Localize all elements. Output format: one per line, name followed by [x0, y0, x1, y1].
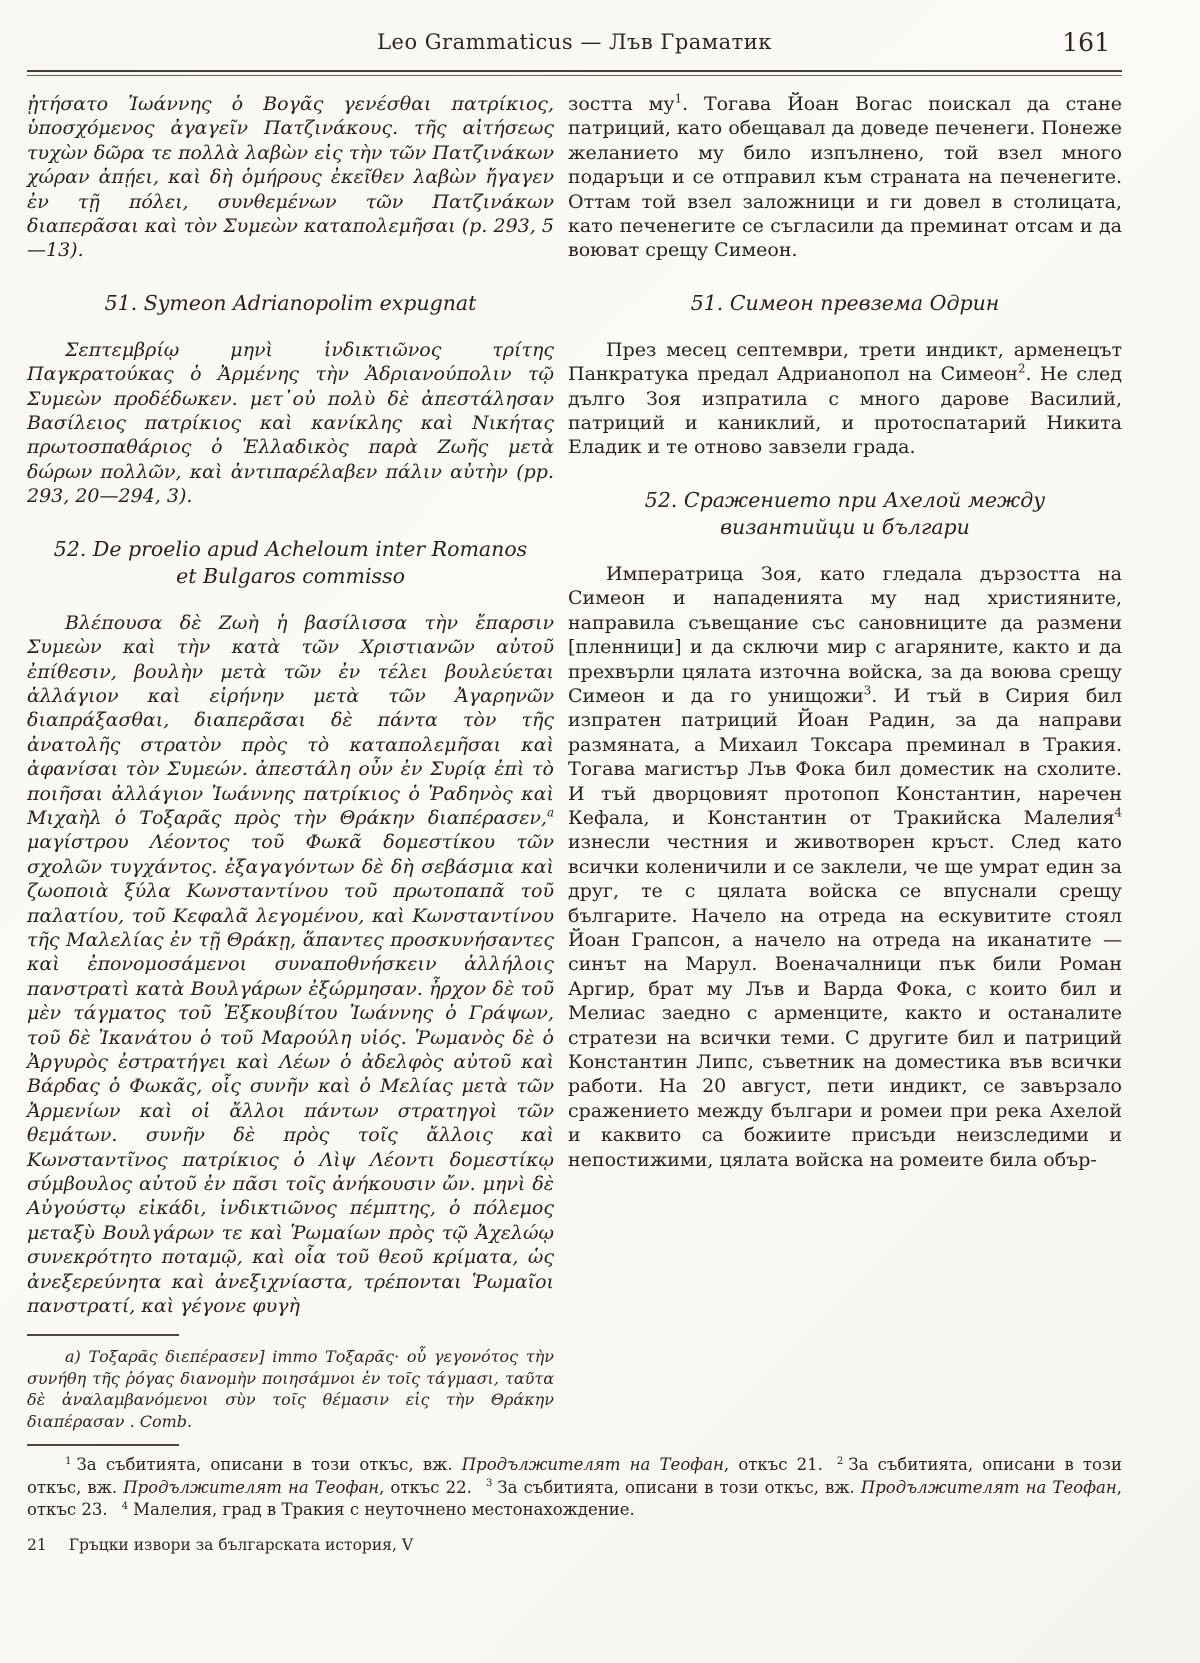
footnote-3-text: , откъс 23.	[27, 1477, 1122, 1520]
greek-text-segment: μαγίστρου Λέοντος τοῦ Φωκᾶ δομεστίκου τῶν σχολῶν τυγχάντος. ἐξαγαγόντων δὲ δὴ σεβάσμια καὶ ζωοποιὰ ξύλα Κωνσταντίνου τοῦ πρωτοπαπᾶ τοῦ παλατίου, τοῦ Κεφαλᾶ λεγομένου, καὶ Κωνσταντίνου τῆς Μαλελίας ἐν τῇ Θράκῃ, ἅπαντες προσκυνήσαντες καὶ ἐπονομοσάμενοι συναποθνήσκειν ἀλλήλοις πανστρατὶ κατὰ Βουλγάρων ἐξώρμησαν. ἦρχον δὲ τοῦ μὲν τάγματος τοῦ Ἐξκουβίτου Ἰωάννης ὁ Γράψων, τοῦ δὲ Ἰκανάτου ὁ τοῦ Μαρούλη υἱός. Ῥωμανὸς δὲ ὁ Ἀργυρὸς ἐστρατήγει καὶ Λέων ὁ ἀδελφὸς αὐτοῦ καὶ Βάρδας ὁ Φωκᾶς, οἷς συνῆν καὶ ὁ Μελίας μετὰ τῶν Ἀρμενίων καὶ οἱ ἄλλοι πάντων στρατηγοὶ τῶν θεμάτων. συνῆν δὲ πρὸς τοῖς ἄλλοις καὶ Κωνσταντῖνος πατρίκιος ὁ Λὶψ Λέοντι δομεστίκῳ σύμβουλος αὐτοῦ ἐν πᾶσι τοῖς ἀνήκουσιν ὤν. μηνὶ δὲ Αὐγούστῳ εἰκάδι, ἰνδικτιῶνος πέμπτης, ὁ πόλεμος μεταξὺ Βουλγάρων τε καὶ Ῥωμαίων πρὸς τῷ Ἀχελώῳ συνεκρότητο ποταμῷ, καὶ οἷα τοῦ θεοῦ κρίματα, ὡς ἀνεξερεύνητα καὶ ἀνεξιχνίαστα, τρέπονται Ῥωμαῖοι πανστρατί, καὶ γέγονε φυγὴ	[27, 831, 554, 1318]
two-column-body	[27, 92, 1122, 1432]
footnote-ref-2: 2	[1017, 361, 1026, 376]
bulgarian-column	[568, 92, 1122, 1432]
section-51-heading-latin: 51. Symeon Adrianopolim expugnat	[104, 290, 477, 315]
greek-paragraph-52	[27, 611, 554, 1319]
header-rule-thick	[27, 70, 1122, 72]
section-52-heading-latin	[27, 536, 554, 590]
footnote-3-text: За събитията, описани в този откъс, вж.	[497, 1477, 861, 1497]
text-segment: . И тъй в Сирия бил изпратен патриций Йоан Радин, за да направи размяната, а Михаил Токсара преминал в Тракия. Тогава магистър Лъв Фока бил доместик на схолите. И тъй дворцовият протопоп Константин, наречен Кефала, и Константин от Тракийска Малелия	[568, 684, 1123, 829]
footnote-4-text: Малелия, град в Тракия с неуточнено местонахождение.	[133, 1500, 635, 1520]
footnotes-block	[27, 1454, 1122, 1522]
greek-text-segment: Βλέπουσα δὲ Ζωὴ ἡ βασίλισσα τὴν ἔπαρσιν Συμεὼν καὶ τὴν κατὰ τῶν Χριστιανῶν αὐτοῦ ἐπίθεσιν, βουλὴν μετὰ τῶν ἐν τέλει βουλεύεται ἀλλάγιον καὶ εἰρήνην μετὰ τῶν Ἀγαρηνῶν διαπράξασθαι, διαπερᾶσαι δὲ πάντα τὸν τῆς ἀνατολῆς στρατὸν πρὸς τὸ καταπολεμῆσαι καὶ ἀφανίσαι τὸν Συμεών. ἀπεστάλη οὖν ἐν Συρίᾳ ἐπὶ τὸ ποιῆσαι ἀλλάγιον Ἰωάννης πατρίκιος ὁ Ῥαδηνὸς καὶ Μιχαὴλ ὁ Τοξαρᾶς πρὸς τὴν Θράκην διαπέρασεν,	[27, 611, 554, 829]
greek-paragraph-51: Σεπτεμβρίῳ μηνὶ ἰνδικτιῶνος τρίτης Παγκρατούκας ὁ Ἀρμένης τὴν Ἀδριανούπολιν τῷ Συμεὼν προδέδωκεν. μετ᾽οὐ πολὺ δὲ ἀπεστάλησαν Βασίλειος πατρίκιος καὶ κανίκλης καὶ Νικήτας πρωτοσπαθάριος ὁ Ἑλλαδικὸς παρὰ Ζωῆς μετὰ δώρων πολλῶν, καὶ ἀντιπαρέλαβεν πάλιν αὐτὴν (pp. 293, 20—294, 3).	[27, 338, 554, 508]
footnote-ref-1: 1	[674, 91, 683, 106]
text-segment: зостта му	[568, 93, 675, 115]
apparatus-separator	[27, 1334, 179, 1336]
footnote-marker-3: 3	[485, 1478, 493, 1490]
heading-line-2: византийци и българи	[720, 514, 970, 539]
page-number: 161	[1062, 28, 1110, 57]
footnotes-separator	[27, 1444, 179, 1446]
footnote-marker-2: 2	[836, 1455, 844, 1467]
heading-line-1: 52. De proelio apud Acheloum inter Romanos	[53, 536, 528, 561]
footnote-1-text: , откъс 21.	[723, 1455, 823, 1475]
footnote-1-text: За събитията, описани в този откъс, вж.	[76, 1455, 462, 1475]
volume-signature-line	[27, 1536, 1122, 1554]
bulgarian-paragraph-50-continued	[568, 92, 1122, 263]
section-51-heading-bulgarian: 51. Симеон превзема Одрин	[690, 290, 1000, 315]
section-52-heading-bulgarian	[568, 487, 1122, 541]
heading-line-1: 52. Сражението при Ахелой между	[644, 487, 1046, 512]
text-segment: изнесли честния и животворен кръст. След като всички коленичили и се заклели, че ще умрат един за друг, те с цялата войска се впуснали срещу българите. Начело на отреда на ескувитите стоял Йоан Грапсон, а начело на отреда на иканатите — синът на Марул. Военачалници пък били Роман Аргир, брат му Лъв и Варда Фока, с които бил и Мелиас заедно с арменците, както и останалите стратези на всички теми. С другите бил и патриций Константин Липс, съветник на доместика във всички работи. На 20 август, пети индикт, се завързало сражението между българи и ромеи при река Ахелой и каквито са божиите присъди неизследими и непостижими, цялата войска на ромеите била обър-	[568, 831, 1122, 1171]
text-segment: . Тогава Йоан Вогас поискал да стане патриций, като обещавал да доведе печенеги. Понеже желанието му било изпълнено, той взел много подаръци и се отправил към страната на печенегите. Оттам той взел заложници и ги довел в столицата, като печенегите се съгласили да преминат отсам и да воюват срещу Симеон.	[568, 93, 1122, 262]
text-segment: Императрица Зоя, като гледала дързостта на Симеон и нападенията му над християните, направила съвещание със сановниците да размени [пленници] и да сключи мир с агаряните, както и да прехвърли цялата източна войска, за да воюва срещу Симеон и да го унищожи	[568, 562, 1122, 707]
signature-number: 21	[27, 1535, 47, 1554]
bulgarian-paragraph-51	[568, 338, 1122, 460]
footnote-2-text: За събитията, описани в този откъс, вж.	[27, 1455, 1122, 1497]
footnote-2-text: , откъс 22.	[379, 1477, 472, 1497]
footnote-1-source-title: Продължителят на Теофан	[461, 1455, 724, 1475]
footnote-2-source-title: Продължителят на Теофан	[123, 1477, 380, 1497]
footnote-ref-4: 4	[1114, 805, 1122, 820]
bulgarian-paragraph-52	[568, 562, 1122, 1172]
page-header	[27, 30, 1122, 64]
signature-text: Гръцки извори за българската история, V	[68, 1535, 414, 1554]
greek-column	[27, 92, 554, 1432]
apparatus-note-ref-a: a	[546, 805, 554, 820]
greek-paragraph-50-continued: ᾐτήσατο Ἰωάννης ὁ Βογᾶς γενέσθαι πατρίκιος, ὑποσχόμενος ἀγαγεῖν Πατζινάκους. τῆς αἰτήσεως τυχὼν δῶρα τε πολλὰ λαβὼν εἰς τὴν τῶν Πατζινάκων χώραν ἀπῄει, καὶ δὴ ὁμήρους ἐκεῖθεν λαβὼν ἤγαγεν ἐν τῇ πόλει, συνθεμένων τῶν Πατζινάκων διαπερᾶσαι καὶ τὸν Συμεὼν καταπολεμῆσαι (p. 293, 5—13).	[27, 93, 554, 262]
running-title: Leo Grammaticus — Лъв Граматик	[377, 30, 772, 54]
critical-apparatus-note-a: a) Τοξαρᾶς διεπέρασεν] immo Τοξαρᾶς· οὗ γεγονότος τὴν συνήθη τῆς ῥόγας διανομὴν ποιησάμνοι ἐν τοῖς τάγμασι, ταῦτα δὲ ἀναλαμβανόμενοι σὺν τοῖς θέμασιν εἰς τὴν Θράκην διαπέρασαν . Comb.	[27, 1347, 554, 1431]
footnote-3-source-title: Продължителят на Теофан	[860, 1477, 1117, 1497]
footnote-marker-4: 4	[121, 1500, 129, 1512]
footnote-ref-3: 3	[863, 683, 872, 698]
heading-line-2: et Bulgaros commisso	[176, 563, 405, 588]
text-segment: . Не след дълго Зоя изпратила с много дарове Василий, патриций и каниклий, и протоспатарий Никита Еладик и те отново завзели града.	[568, 363, 1122, 459]
header-rule-thin	[27, 75, 1122, 76]
footnote-marker-1: 1	[65, 1455, 72, 1467]
text-segment: През месец септември, трети индикт, арменецът Панкратука предал Адрианопол на Симеон	[568, 338, 1122, 386]
